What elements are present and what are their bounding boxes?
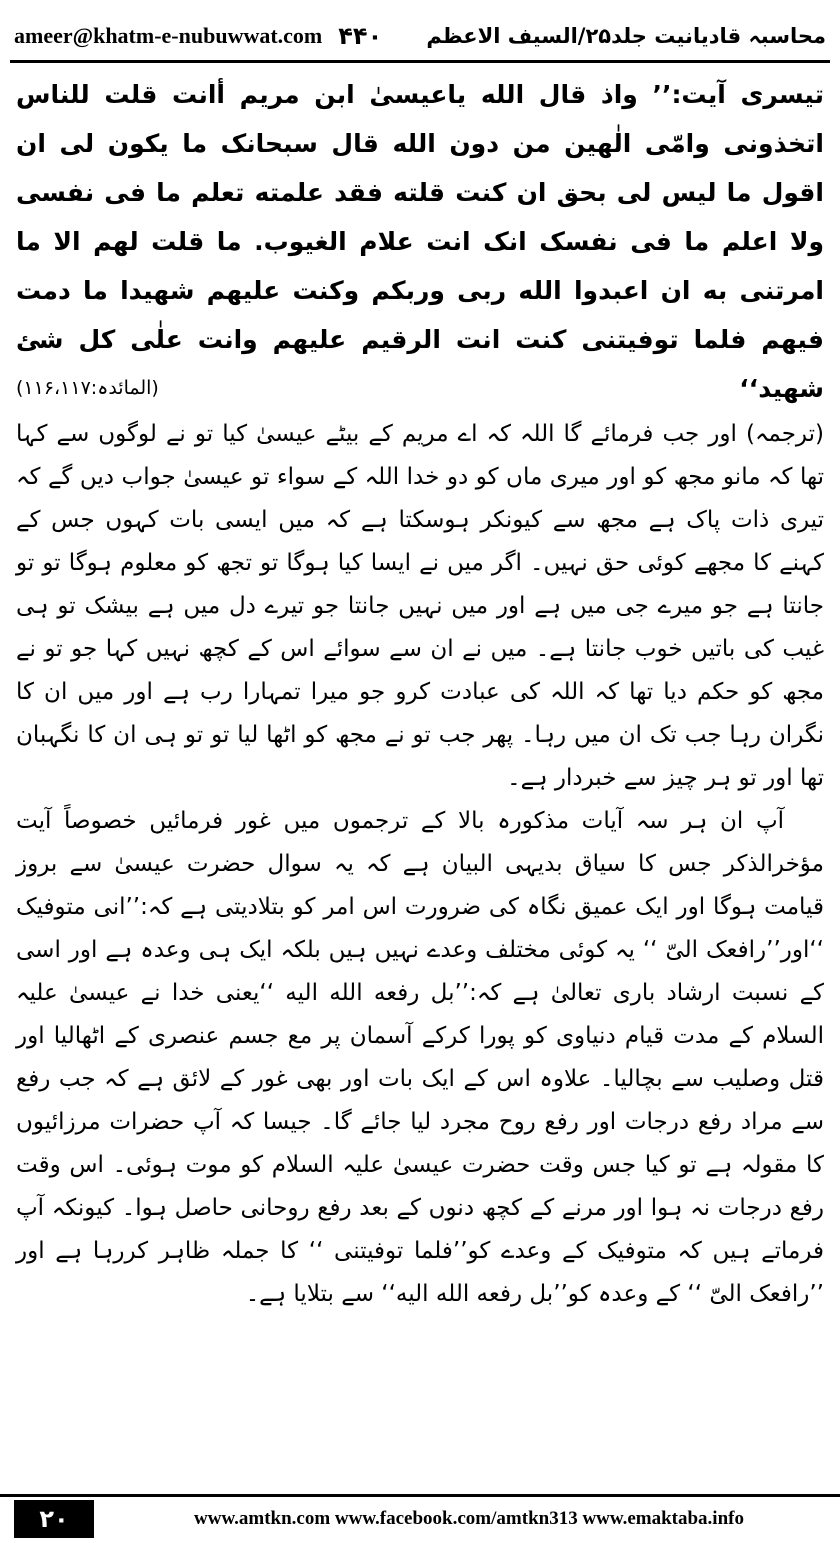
- footer-page-number: ۲۰: [39, 1505, 69, 1533]
- page-header: [14, 14, 826, 58]
- urdu-translation: (ترجمہ) اور جب فرمائے گا اللہ کہ اے مریم کے بیٹے عیسیٰ کیا تو نے لوگوں سے کہا تھا کہ مانو مجھ کو اور میری ماں کو دو خدا اللہ کے سواء تو عیسیٰ جواب دیں گے کہ تیری ذات پاک ہے مجھ سے کیونکر ہوسکتا ہے کہ میں ایسی بات کہوں جس کے کہنے کا مجھے کوئی حق نہیں۔ اگر میں نے ایسا کیا ہوگا تو تجھ کو معلوم ہوگا تو تو جانتا ہے جو میرے جی میں ہے اور میں نہیں جانتا جو تیرے دل میں ہے بیشک تو ہی غیب کی باتیں خوب جانتا ہے۔ میں نے ان سے سوائے اس کے کچھ نہیں کہا جو تو نے مجھ کو حکم دیا تھا کہ اللہ کی عبادت کرو جو میرا تمہارا رب ہے اور میں ان کا نگران رہا جب تک ان میں رہا۔ پھر جب تو نے مجھ کو اٹھا لیا تو تو ہی ان کا نگہبان تھا اور تو ہر چیز سے خبردار ہے۔: [16, 421, 824, 791]
- header-email: ameer@khatm-e-nubuwwat.com: [14, 23, 323, 48]
- page-footer: [0, 1494, 840, 1540]
- arabic-quote: [16, 70, 824, 413]
- citation: (المائدہ:۱۱۶،۱۱۷): [16, 377, 159, 399]
- running-title: محاسبہ قادیانیت جلد۲۵/السیف الاعظم: [426, 24, 826, 48]
- page-body: [16, 70, 824, 1470]
- arabic-quote-text: تیسری آیت:’’ واذ قال الله یاعیسیٰ ابن مریم أانت قلت للناس اتخذونی وامّی الٰھین من دون الله قال سبحانک ما یکون لی ان اقول ما لیس لی بحق ان کنت قلته فقد علمته تعلم ما فی نفسی ولا اعلم ما فی نفسک انک انت علام الغیوب. ما قلت لھم الا ما امرتنی به ان اعبدوا الله ربی وربکم وکنت علیھم شھیدا ما دمت فیھم فلما توفیتنی کنت انت الرقیم علیھم وانت علٰی کل شئ شھید‘‘: [16, 80, 824, 403]
- header-divider: [10, 60, 830, 63]
- commentary-paragraph: آپ ان ہر سہ آیات مذکورہ بالا کے ترجموں میں غور فرمائیں خصوصاً آیت مؤخرالذکر جس کا سیاق بدیہی البیان ہے کہ یہ سوال حضرت عیسیٰ سے بروز قیامت ہوگا اور ایک عمیق نگاہ کی ضرورت اس امر کو بتلادیتی ہے کہ:’’انی متوفیک ‘‘اور’’رافعک الیّ ‘‘ یہ کوئی مختلف وعدے نہیں ہیں بلکہ ایک ہی وعدہ ہے اور اسی کے نسبت ارشاد باری تعالیٰ ہے کہ:’’بل رفعه الله الیه ‘‘یعنی خدا نے عیسیٰ علیہ السلام کے مدت قیام دنیاوی کو پورا کرکے آسمان پر مع جسم عنصری کے اٹھالیا اور قتل وصلیب سے بچالیا۔ علاوہ اس کے ایک بات اور بھی غور کے لائق ہے کہ جب رفع سے مراد رفع درجات اور رفع روح مجرد لیا جائے گا۔ جیسا کہ آپ حضرات مرزائیوں کا مقولہ ہے تو کیا جس وقت حضرت عیسیٰ علیہ السلام کو موت ہوئی۔ اس وقت رفع درجات نہ ہوا اور مرنے کے کچھ دنوں کے بعد رفع روحانی حاصل ہوا۔ کیونکہ آپ فرماتے ہیں کہ متوفیک کے وعدے کو’’فلما توفیتنی ‘‘ کا جملہ ظاہر کررہا ہے اور ’’رافعک الیّ ‘‘ کے وعدہ کو’’بل رفعه الله الیه‘‘ سے بتلایا ہے۔: [16, 808, 824, 1307]
- header-left-group: [14, 22, 382, 50]
- footer-page-box: [14, 1500, 94, 1538]
- footer-links: www.amtkn.com www.facebook.com/amtkn313 www.emaktaba.info: [194, 1508, 744, 1529]
- page-number: ۴۴۰: [338, 22, 383, 50]
